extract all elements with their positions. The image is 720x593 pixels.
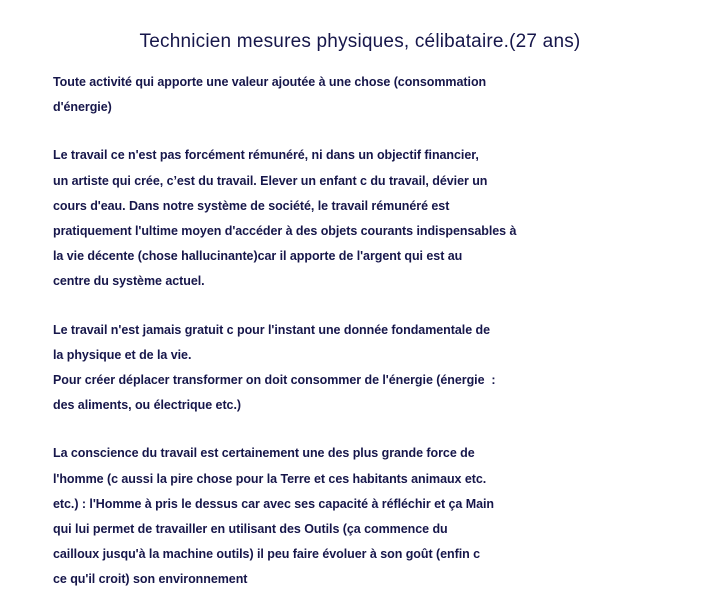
text-line: cours d'eau. Dans notre système de société, le travail rémunéré est [53,198,450,213]
text-line: des aliments, ou électrique etc.) [53,398,241,413]
page-title: Technicien mesures physiques, célibataire.(27 ans) [139,31,581,52]
text-line: Toute activité qui apporte une valeur ajoutée à une chose (consommation [53,75,487,89]
paragraph-1 [53,70,613,120]
paragraph-2 [53,143,613,294]
text-line: Pour créer déplacer transformer on doit consommer de l'énergie (énergie : [53,373,496,388]
text-line: qui lui permet de travailler en utilisant des Outils (ça commence du [53,522,448,537]
text-line: la vie décente (chose hallucinante)car il apporte de l'argent qui est au [53,249,463,264]
text-line: Le travail ce n'est pas forcément rémunéré, ni dans un objectif financier, [53,148,479,163]
slide-body [53,70,613,593]
text-line: cailloux jusqu'à la machine outils) il peu faire évoluer à son goût (enfin c [53,547,481,562]
text-line: d'énergie) [53,100,112,115]
text-line: pratiquement l'ultime moyen d'accéder à des objets courants indispensables à [53,224,517,239]
text-line: un artiste qui crée, c’est du travail. Elever un enfant c du travail, dévier un [53,173,488,188]
text-line: centre du système actuel. [53,274,205,289]
text-line: La conscience du travail est certainement une des plus grande force de [53,446,475,461]
text-line: la physique et de la vie. [53,347,192,362]
text-line: Le travail n'est jamais gratuit c pour l'instant une donnée fondamentale de [53,322,491,337]
text-line: ce qu'il croit) son environnement [53,572,248,587]
text-line: etc.) : l'Homme à pris le dessus car avec ses capacité à réfléchir et ça Main [53,496,495,511]
paragraph-3 [53,318,613,419]
text-line: l'homme (c aussi la pire chose pour la Terre et ces habitants animaux etc. [53,471,487,486]
paragraph-4 [53,441,613,592]
